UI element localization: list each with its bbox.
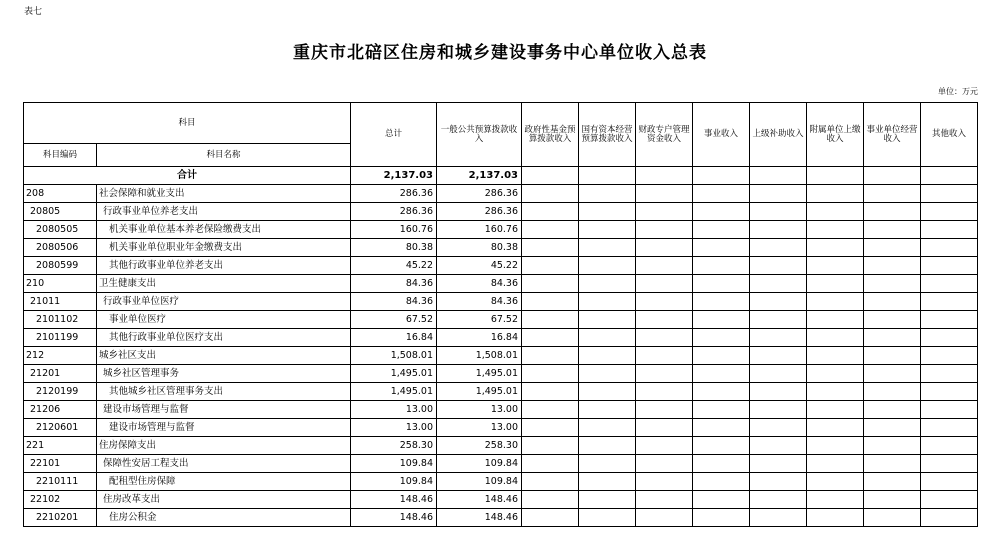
empty-cell <box>807 167 864 185</box>
subject-name: 住房公积金 <box>97 509 351 527</box>
empty-cell <box>693 167 750 185</box>
header-gov-fund: 政府性基金预算拨款收入 <box>522 103 579 167</box>
empty-cell <box>636 383 693 401</box>
empty-cell <box>750 401 807 419</box>
empty-cell <box>807 473 864 491</box>
empty-cell <box>693 401 750 419</box>
subject-code: 2120601 <box>24 419 97 437</box>
empty-cell <box>579 257 636 275</box>
subject-code: 2080506 <box>24 239 97 257</box>
empty-cell <box>693 185 750 203</box>
amount-total: 286.36 <box>351 185 437 203</box>
empty-cell <box>522 329 579 347</box>
amount-general-budget: 67.52 <box>437 311 522 329</box>
empty-cell <box>579 275 636 293</box>
empty-cell <box>693 203 750 221</box>
header-name: 科目名称 <box>97 144 351 167</box>
empty-cell <box>864 347 921 365</box>
empty-cell <box>522 185 579 203</box>
header-state-capital: 国有资本经营预算拨款收入 <box>579 103 636 167</box>
subject-code: 21206 <box>24 401 97 419</box>
empty-cell <box>921 329 978 347</box>
empty-cell <box>522 257 579 275</box>
table-row <box>24 473 978 491</box>
table-row <box>24 293 978 311</box>
subject-name: 住房改革支出 <box>97 491 351 509</box>
empty-cell <box>636 185 693 203</box>
amount-general-budget: 84.36 <box>437 293 522 311</box>
header-subject: 科目 <box>24 103 351 144</box>
empty-cell <box>522 167 579 185</box>
subject-name: 其他行政事业单位医疗支出 <box>97 329 351 347</box>
empty-cell <box>921 365 978 383</box>
empty-cell <box>579 365 636 383</box>
empty-cell <box>750 509 807 527</box>
table-row <box>24 239 978 257</box>
empty-cell <box>579 311 636 329</box>
amount-general-budget: 160.76 <box>437 221 522 239</box>
empty-cell <box>522 437 579 455</box>
empty-cell <box>636 491 693 509</box>
empty-cell <box>921 473 978 491</box>
empty-cell <box>579 509 636 527</box>
empty-cell <box>579 293 636 311</box>
subject-name: 保障性安居工程支出 <box>97 455 351 473</box>
amount-general-budget: 13.00 <box>437 401 522 419</box>
table-row <box>24 491 978 509</box>
empty-cell <box>807 257 864 275</box>
empty-cell <box>750 203 807 221</box>
empty-cell <box>579 347 636 365</box>
amount-general-budget: 1,495.01 <box>437 365 522 383</box>
empty-cell <box>522 221 579 239</box>
subject-name: 卫生健康支出 <box>97 275 351 293</box>
amount-general-budget: 1,508.01 <box>437 347 522 365</box>
empty-cell <box>750 383 807 401</box>
amount-total: 84.36 <box>351 293 437 311</box>
empty-cell <box>864 221 921 239</box>
subject-code: 2080505 <box>24 221 97 239</box>
amount-general-budget: 109.84 <box>437 455 522 473</box>
empty-cell <box>693 491 750 509</box>
subject-name: 机关事业单位职业年金缴费支出 <box>97 239 351 257</box>
empty-cell <box>864 257 921 275</box>
empty-cell <box>693 293 750 311</box>
empty-cell <box>579 239 636 257</box>
empty-cell <box>921 167 978 185</box>
empty-cell <box>864 275 921 293</box>
amount-total: 148.46 <box>351 491 437 509</box>
empty-cell <box>636 203 693 221</box>
empty-cell <box>807 455 864 473</box>
empty-cell <box>807 509 864 527</box>
empty-cell <box>522 365 579 383</box>
amount-general-budget: 286.36 <box>437 203 522 221</box>
empty-cell <box>864 239 921 257</box>
empty-cell <box>921 275 978 293</box>
income-summary-table <box>23 102 978 527</box>
empty-cell <box>864 329 921 347</box>
subject-name: 住房保障支出 <box>97 437 351 455</box>
subject-code: 212 <box>24 347 97 365</box>
empty-cell <box>636 293 693 311</box>
empty-cell <box>864 437 921 455</box>
table-row <box>24 311 978 329</box>
empty-cell <box>579 473 636 491</box>
subject-name: 其他城乡社区管理事务支出 <box>97 383 351 401</box>
header-operating: 事业单位经营收入 <box>864 103 921 167</box>
empty-cell <box>579 221 636 239</box>
empty-cell <box>921 491 978 509</box>
header-code: 科目编码 <box>24 144 97 167</box>
amount-total: 80.38 <box>351 239 437 257</box>
empty-cell <box>807 239 864 257</box>
amount-total: 258.30 <box>351 437 437 455</box>
empty-cell <box>579 437 636 455</box>
empty-cell <box>921 239 978 257</box>
empty-cell <box>636 437 693 455</box>
empty-cell <box>522 347 579 365</box>
empty-cell <box>864 455 921 473</box>
empty-cell <box>807 293 864 311</box>
amount-general-budget: 80.38 <box>437 239 522 257</box>
empty-cell <box>807 401 864 419</box>
subject-code: 22102 <box>24 491 97 509</box>
empty-cell <box>750 473 807 491</box>
empty-cell <box>636 311 693 329</box>
header-superior-subsidy: 上级补助收入 <box>750 103 807 167</box>
table-row <box>24 437 978 455</box>
empty-cell <box>750 167 807 185</box>
empty-cell <box>693 275 750 293</box>
header-total: 总计 <box>351 103 437 167</box>
empty-cell <box>636 455 693 473</box>
amount-general-budget: 45.22 <box>437 257 522 275</box>
amount-total: 1,508.01 <box>351 347 437 365</box>
empty-cell <box>636 275 693 293</box>
empty-cell <box>750 491 807 509</box>
empty-cell <box>522 509 579 527</box>
empty-cell <box>579 455 636 473</box>
amount-general-budget: 16.84 <box>437 329 522 347</box>
empty-cell <box>693 509 750 527</box>
subject-name: 行政事业单位医疗 <box>97 293 351 311</box>
subject-code: 20805 <box>24 203 97 221</box>
amount-total: 13.00 <box>351 419 437 437</box>
empty-cell <box>807 329 864 347</box>
table-row <box>24 365 978 383</box>
subject-code: 21201 <box>24 365 97 383</box>
empty-cell <box>693 239 750 257</box>
subject-code: 221 <box>24 437 97 455</box>
empty-cell <box>921 293 978 311</box>
subject-code: 2101199 <box>24 329 97 347</box>
empty-cell <box>693 455 750 473</box>
empty-cell <box>921 383 978 401</box>
empty-cell <box>636 401 693 419</box>
empty-cell <box>750 293 807 311</box>
empty-cell <box>636 329 693 347</box>
empty-cell <box>693 221 750 239</box>
subject-name: 建设市场管理与监督 <box>97 401 351 419</box>
empty-cell <box>522 473 579 491</box>
empty-cell <box>864 383 921 401</box>
table-row <box>24 203 978 221</box>
empty-cell <box>750 437 807 455</box>
table-row <box>24 257 978 275</box>
amount-general-budget: 258.30 <box>437 437 522 455</box>
header-affiliated: 附属单位上缴收入 <box>807 103 864 167</box>
empty-cell <box>807 311 864 329</box>
empty-cell <box>807 347 864 365</box>
amount-total: 13.00 <box>351 401 437 419</box>
empty-cell <box>693 329 750 347</box>
empty-cell <box>693 383 750 401</box>
income-table-container <box>23 102 978 527</box>
empty-cell <box>807 275 864 293</box>
empty-cell <box>921 311 978 329</box>
empty-cell <box>636 221 693 239</box>
empty-cell <box>693 437 750 455</box>
subject-code: 2120199 <box>24 383 97 401</box>
empty-cell <box>921 419 978 437</box>
subject-code: 2210111 <box>24 473 97 491</box>
amount-total: 286.36 <box>351 203 437 221</box>
amount-total: 84.36 <box>351 275 437 293</box>
table-row <box>24 455 978 473</box>
empty-cell <box>636 473 693 491</box>
empty-cell <box>921 203 978 221</box>
empty-cell <box>750 347 807 365</box>
empty-cell <box>921 401 978 419</box>
empty-cell <box>693 311 750 329</box>
empty-cell <box>864 293 921 311</box>
empty-cell <box>579 329 636 347</box>
empty-cell <box>807 437 864 455</box>
table-row <box>24 383 978 401</box>
header-other: 其他收入 <box>921 103 978 167</box>
empty-cell <box>579 203 636 221</box>
empty-cell <box>636 257 693 275</box>
empty-cell <box>579 383 636 401</box>
empty-cell <box>864 419 921 437</box>
empty-cell <box>921 221 978 239</box>
empty-cell <box>750 239 807 257</box>
amount-total: 1,495.01 <box>351 365 437 383</box>
total-amount: 2,137.03 <box>351 167 437 185</box>
subject-name: 城乡社区管理事务 <box>97 365 351 383</box>
empty-cell <box>636 509 693 527</box>
empty-cell <box>522 275 579 293</box>
empty-cell <box>921 257 978 275</box>
amount-general-budget: 148.46 <box>437 509 522 527</box>
total-label: 合计 <box>24 167 351 185</box>
subject-code: 22101 <box>24 455 97 473</box>
total-general-budget: 2,137.03 <box>437 167 522 185</box>
header-general-budget: 一般公共预算拨款收入 <box>437 103 522 167</box>
empty-cell <box>636 167 693 185</box>
table-row <box>24 509 978 527</box>
empty-cell <box>864 491 921 509</box>
subject-code: 2101102 <box>24 311 97 329</box>
empty-cell <box>864 203 921 221</box>
empty-cell <box>750 275 807 293</box>
empty-cell <box>807 203 864 221</box>
empty-cell <box>522 239 579 257</box>
subject-name: 行政事业单位养老支出 <box>97 203 351 221</box>
empty-cell <box>921 347 978 365</box>
amount-total: 160.76 <box>351 221 437 239</box>
empty-cell <box>522 455 579 473</box>
empty-cell <box>864 509 921 527</box>
subject-code: 208 <box>24 185 97 203</box>
empty-cell <box>807 221 864 239</box>
empty-cell <box>750 221 807 239</box>
amount-total: 109.84 <box>351 455 437 473</box>
empty-cell <box>636 347 693 365</box>
empty-cell <box>579 167 636 185</box>
empty-cell <box>864 167 921 185</box>
empty-cell <box>522 203 579 221</box>
empty-cell <box>921 455 978 473</box>
subject-name: 建设市场管理与监督 <box>97 419 351 437</box>
empty-cell <box>522 419 579 437</box>
empty-cell <box>579 401 636 419</box>
empty-cell <box>579 185 636 203</box>
empty-cell <box>750 365 807 383</box>
unit-label: 单位：万元 <box>938 87 978 96</box>
subject-code: 21011 <box>24 293 97 311</box>
subject-name: 城乡社区支出 <box>97 347 351 365</box>
empty-cell <box>750 185 807 203</box>
subject-name: 机关事业单位基本养老保险缴费支出 <box>97 221 351 239</box>
empty-cell <box>921 509 978 527</box>
amount-total: 45.22 <box>351 257 437 275</box>
empty-cell <box>579 419 636 437</box>
empty-cell <box>750 455 807 473</box>
header-business: 事业收入 <box>693 103 750 167</box>
subject-code: 2080599 <box>24 257 97 275</box>
amount-general-budget: 109.84 <box>437 473 522 491</box>
empty-cell <box>579 491 636 509</box>
empty-cell <box>693 473 750 491</box>
empty-cell <box>807 419 864 437</box>
subject-code: 2210201 <box>24 509 97 527</box>
empty-cell <box>921 437 978 455</box>
empty-cell <box>522 383 579 401</box>
amount-total: 16.84 <box>351 329 437 347</box>
empty-cell <box>864 365 921 383</box>
amount-total: 1,495.01 <box>351 383 437 401</box>
empty-cell <box>750 329 807 347</box>
empty-cell <box>807 491 864 509</box>
amount-total: 109.84 <box>351 473 437 491</box>
empty-cell <box>522 293 579 311</box>
empty-cell <box>522 401 579 419</box>
empty-cell <box>807 365 864 383</box>
empty-cell <box>693 257 750 275</box>
empty-cell <box>807 383 864 401</box>
empty-cell <box>750 257 807 275</box>
subject-name: 事业单位医疗 <box>97 311 351 329</box>
table-row <box>24 347 978 365</box>
amount-general-budget: 286.36 <box>437 185 522 203</box>
amount-total: 67.52 <box>351 311 437 329</box>
empty-cell <box>636 419 693 437</box>
table-row <box>24 221 978 239</box>
amount-general-budget: 84.36 <box>437 275 522 293</box>
subject-name: 社会保障和就业支出 <box>97 185 351 203</box>
amount-general-budget: 148.46 <box>437 491 522 509</box>
amount-total: 148.46 <box>351 509 437 527</box>
empty-cell <box>750 419 807 437</box>
amount-general-budget: 13.00 <box>437 419 522 437</box>
table-row <box>24 185 978 203</box>
empty-cell <box>693 419 750 437</box>
empty-cell <box>750 311 807 329</box>
empty-cell <box>864 401 921 419</box>
empty-cell <box>864 185 921 203</box>
empty-cell <box>693 365 750 383</box>
table-row <box>24 275 978 293</box>
empty-cell <box>921 185 978 203</box>
table-number: 表七 <box>24 7 43 17</box>
empty-cell <box>807 185 864 203</box>
subject-name: 其他行政事业单位养老支出 <box>97 257 351 275</box>
header-row-1 <box>24 103 978 144</box>
header-fiscal-special: 财政专户管理资金收入 <box>636 103 693 167</box>
amount-general-budget: 1,495.01 <box>437 383 522 401</box>
empty-cell <box>693 347 750 365</box>
subject-name: 配租型住房保障 <box>97 473 351 491</box>
empty-cell <box>522 491 579 509</box>
table-row <box>24 419 978 437</box>
empty-cell <box>636 365 693 383</box>
empty-cell <box>636 239 693 257</box>
total-row <box>24 167 978 185</box>
table-row <box>24 401 978 419</box>
empty-cell <box>864 311 921 329</box>
table-row <box>24 329 978 347</box>
empty-cell <box>522 311 579 329</box>
subject-code: 210 <box>24 275 97 293</box>
page-title: 重庆市北碚区住房和城乡建设事务中心单位收入总表 <box>293 43 707 63</box>
empty-cell <box>864 473 921 491</box>
